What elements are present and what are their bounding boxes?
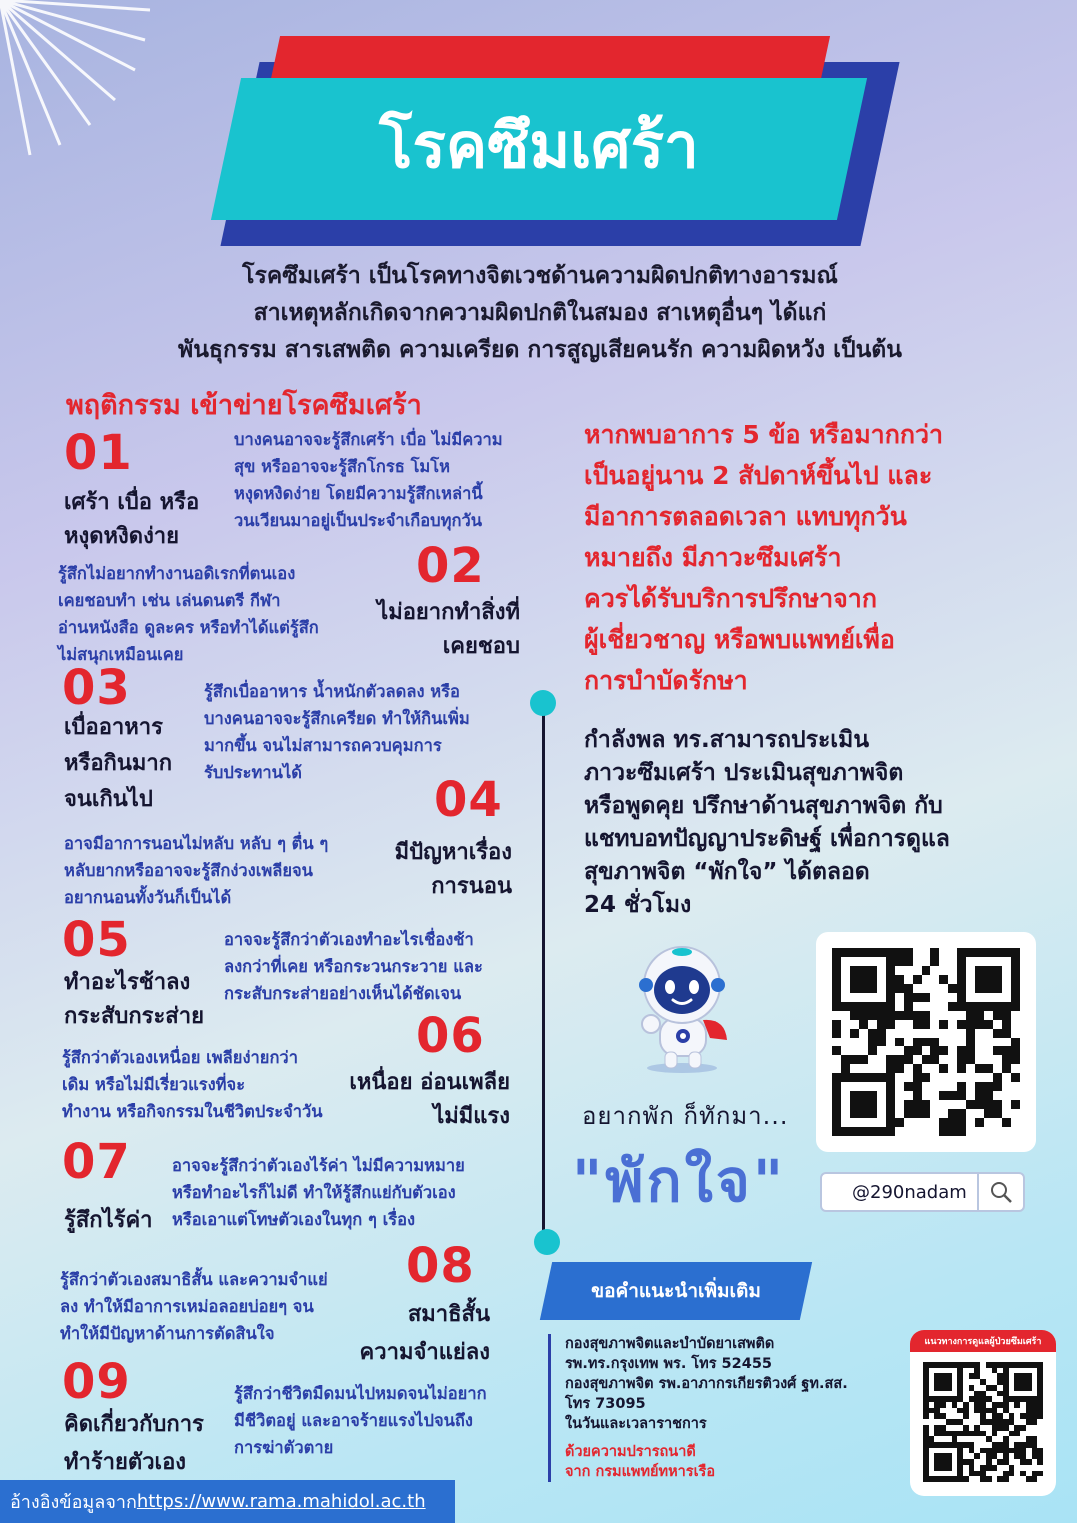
intro-line: พันธุกรรม สารเสพติด ความเครียด การสูญเสียคนรัก ความผิดหวัง เป็นต้น xyxy=(178,337,902,363)
item-description: อาจจะรู้สึกว่าตัวเองไร้ค่า ไม่มีความหมาย หรือทำอะไรก็ไม่ดี ทำให้รู้สึกแย่กับตัวเอง หรือเอาแต่โทษตัวเองในทุก ๆ เรื่อง xyxy=(172,1156,465,1229)
item-description: รู้สึกเบื่ออาหาร น้ำหนักตัวลดลง หรือ บางคนอาจจะรู้สึกเครียด ทำให้กินเพิ่ม มากขึ้น จนไม่สามารถควบคุมการ รับประทานได้ xyxy=(204,682,470,782)
qr-code-care-guide[interactable] xyxy=(910,1330,1056,1496)
warning-text: หากพบอาการ 5 ข้อ หรือมากกว่า เป็นอยู่นาน 2 สัปดาห์ขึ้นไป และ มีอาการตลอดเวลา แทบทุกวัน หมายถึง มีภาวะซึมเศร้า ควรได้รับบริการปรึกษาจาก ผู้เชี่ยวชาญ หรือพบแพทย์เพื่อ การบำบัดรักษา xyxy=(584,420,944,695)
item-number: 03 xyxy=(62,660,131,716)
item-symptom: มีปัญหาเรื่อง การนอน xyxy=(394,840,512,899)
timeline-line xyxy=(542,703,545,1243)
item-number: 09 xyxy=(62,1354,131,1410)
item-number: 01 xyxy=(64,425,133,481)
contact-line: ในวันและเวลาราชการ xyxy=(565,1416,707,1432)
robot-mascot-icon xyxy=(615,940,750,1075)
section-heading: พฤติกรรม เข้าข่ายโรคซึมเศร้า xyxy=(66,390,422,421)
item-description: อาจมีอาการนอนไม่หลับ หลับ ๆ ตื่น ๆ หลับยากหรืออาจจะรู้สึกง่วงเพลียจน อยากนอนทั้งวันก็เป็นได้ xyxy=(64,834,329,907)
page-title: โรคซึมเศร้า xyxy=(379,109,699,182)
qr-code-pattern xyxy=(832,948,1020,1136)
item-symptom: รู้สึกไร้ค่า xyxy=(64,1208,153,1233)
tagline: อยากพัก ก็ทักมา... xyxy=(582,1102,789,1130)
item-number: 04 xyxy=(434,772,503,828)
sun-rays-decoration xyxy=(0,0,160,160)
item-symptom: สมาธิสั้น ความจำแย่ลง xyxy=(359,1302,490,1365)
item-symptom: คิดเกี่ยวกับการ ทำร้ายตัวเอง xyxy=(64,1412,204,1475)
item-number: 07 xyxy=(62,1134,131,1190)
item-number: 05 xyxy=(62,912,131,968)
item-description: บางคนอาจจะรู้สึกเศร้า เบื่อ ไม่มีความ สุข หรืออาจจะรู้สึกโกรธ โมโห หงุดหงิดง่าย โดยมีความรู้สึกเหล่านี้ วนเวียนมาอยู่เป็นประจำเกือบทุกวัน xyxy=(234,430,503,530)
qr-code-chatbot[interactable] xyxy=(816,932,1036,1152)
footer-label: อ้างอิงข้อมูลจาก xyxy=(10,1492,137,1513)
brand-name: "พักใจ" xyxy=(572,1147,787,1215)
item-symptom: ไม่อยากทำสิ่งที่ เคยชอบ xyxy=(377,600,520,659)
contact-line: รพ.ทร.กรุงเทพ พร. โทร 52455 xyxy=(565,1356,773,1372)
intro-line: สาเหตุหลักเกิดจากความผิดปกติในสมอง สาเหตุอื่นๆ ได้แก่ xyxy=(253,300,827,326)
search-handle-box[interactable] xyxy=(820,1172,1025,1212)
intro-text xyxy=(80,258,1000,369)
item-description: รู้สึกว่าตัวเองเหนื่อย เพลียง่ายกว่า เดิม หรือไม่มีเรี่ยวแรงที่จะ ทำงาน หรือกิจกรรมในชีวิตประจำวัน xyxy=(62,1048,323,1121)
qr-code-pattern xyxy=(923,1362,1043,1482)
contact-line: กองสุขภาพจิตและบำบัดยาเสพติด xyxy=(565,1336,775,1352)
timeline-dot xyxy=(534,1229,560,1255)
contact-info xyxy=(548,1334,903,1482)
intro-line: โรคซึมเศร้า เป็นโรคทางจิตเวชด้านความผิดปกติทางอารมณ์ xyxy=(242,263,838,289)
item-symptom: ทำอะไรช้าลง กระสับกระส่าย xyxy=(64,970,204,1029)
item-description: รู้สึกไม่อยากทำงานอดิเรกที่ตนเอง เคยชอบทำ เช่น เล่นดนตรี กีฬา อ่านหนังสือ ดูละคร หรือทำได้แต่รู้สึก ไม่สนุกเหมือนเคย xyxy=(58,564,319,664)
contact-line: โทร 73095 xyxy=(565,1396,646,1412)
item-number: 08 xyxy=(406,1238,475,1294)
search-icon[interactable] xyxy=(977,1174,1023,1210)
search-handle-text: @290nadam xyxy=(852,1181,967,1203)
item-number: 02 xyxy=(416,538,485,594)
item-symptom: เบื่ออาหาร หรือกินมาก จนเกินไป xyxy=(64,715,173,812)
item-symptom: เหนื่อย อ่อนเพลีย ไม่มีแรง xyxy=(349,1070,510,1129)
item-description: รู้สึกว่าตัวเองสมาธิสั้น และความจำแย่ ลง ทำให้มีอาการเหม่อลอยบ่อยๆ จน ทำให้มีปัญหาด้านการตัดสินใจ xyxy=(60,1270,328,1343)
contact-line: กองสุขภาพจิต รพ.อาภากรเกียรติวงศ์ ฐท.สส. xyxy=(565,1376,848,1392)
regards-text: ด้วยความปรารถนาดี จาก กรมแพทย์ทหารเรือ xyxy=(565,1444,716,1480)
item-description: อาจจะรู้สึกว่าตัวเองทำอะไรเชื่องช้า ลงกว่าที่เคย หรือกระวนกระวาย และ กระสับกระส่ายอย่างเห็นได้ชัดเจน xyxy=(224,930,483,1003)
reference-footer xyxy=(0,1480,455,1523)
reference-link[interactable]: https://www.rama.mahidol.ac.th xyxy=(136,1491,426,1512)
service-text: กำลังพล ทร.สามารถประเมิน ภาวะซึมเศร้า ประเมินสุขภาพจิต หรือพูดคุย ปรึกษาด้านสุขภาพจิต กับ แชทบอทปัญญาประดิษฐ์ เพื่อการดูแล สุขภาพจิต “พักใจ” ได้ตลอด 24 ชั่วโมง xyxy=(584,727,950,918)
item-symptom: เศร้า เบื่อ หรือ หงุดหงิดง่าย xyxy=(64,490,200,549)
item-number: 06 xyxy=(416,1008,485,1064)
item-description: รู้สึกว่าชีวิตมืดมนไปหมดจนไม่อยาก มีชีวิตอยู่ และอาจร้ายแรงไปจนถึง การฆ่าตัวตาย xyxy=(234,1384,487,1457)
qr-small-label: แนวทางการดูแลผู้ป่วยซึมเศร้า xyxy=(910,1330,1056,1352)
timeline-dot xyxy=(530,690,556,716)
advice-label: ขอคำแนะนำเพิ่มเติม xyxy=(591,1280,761,1302)
